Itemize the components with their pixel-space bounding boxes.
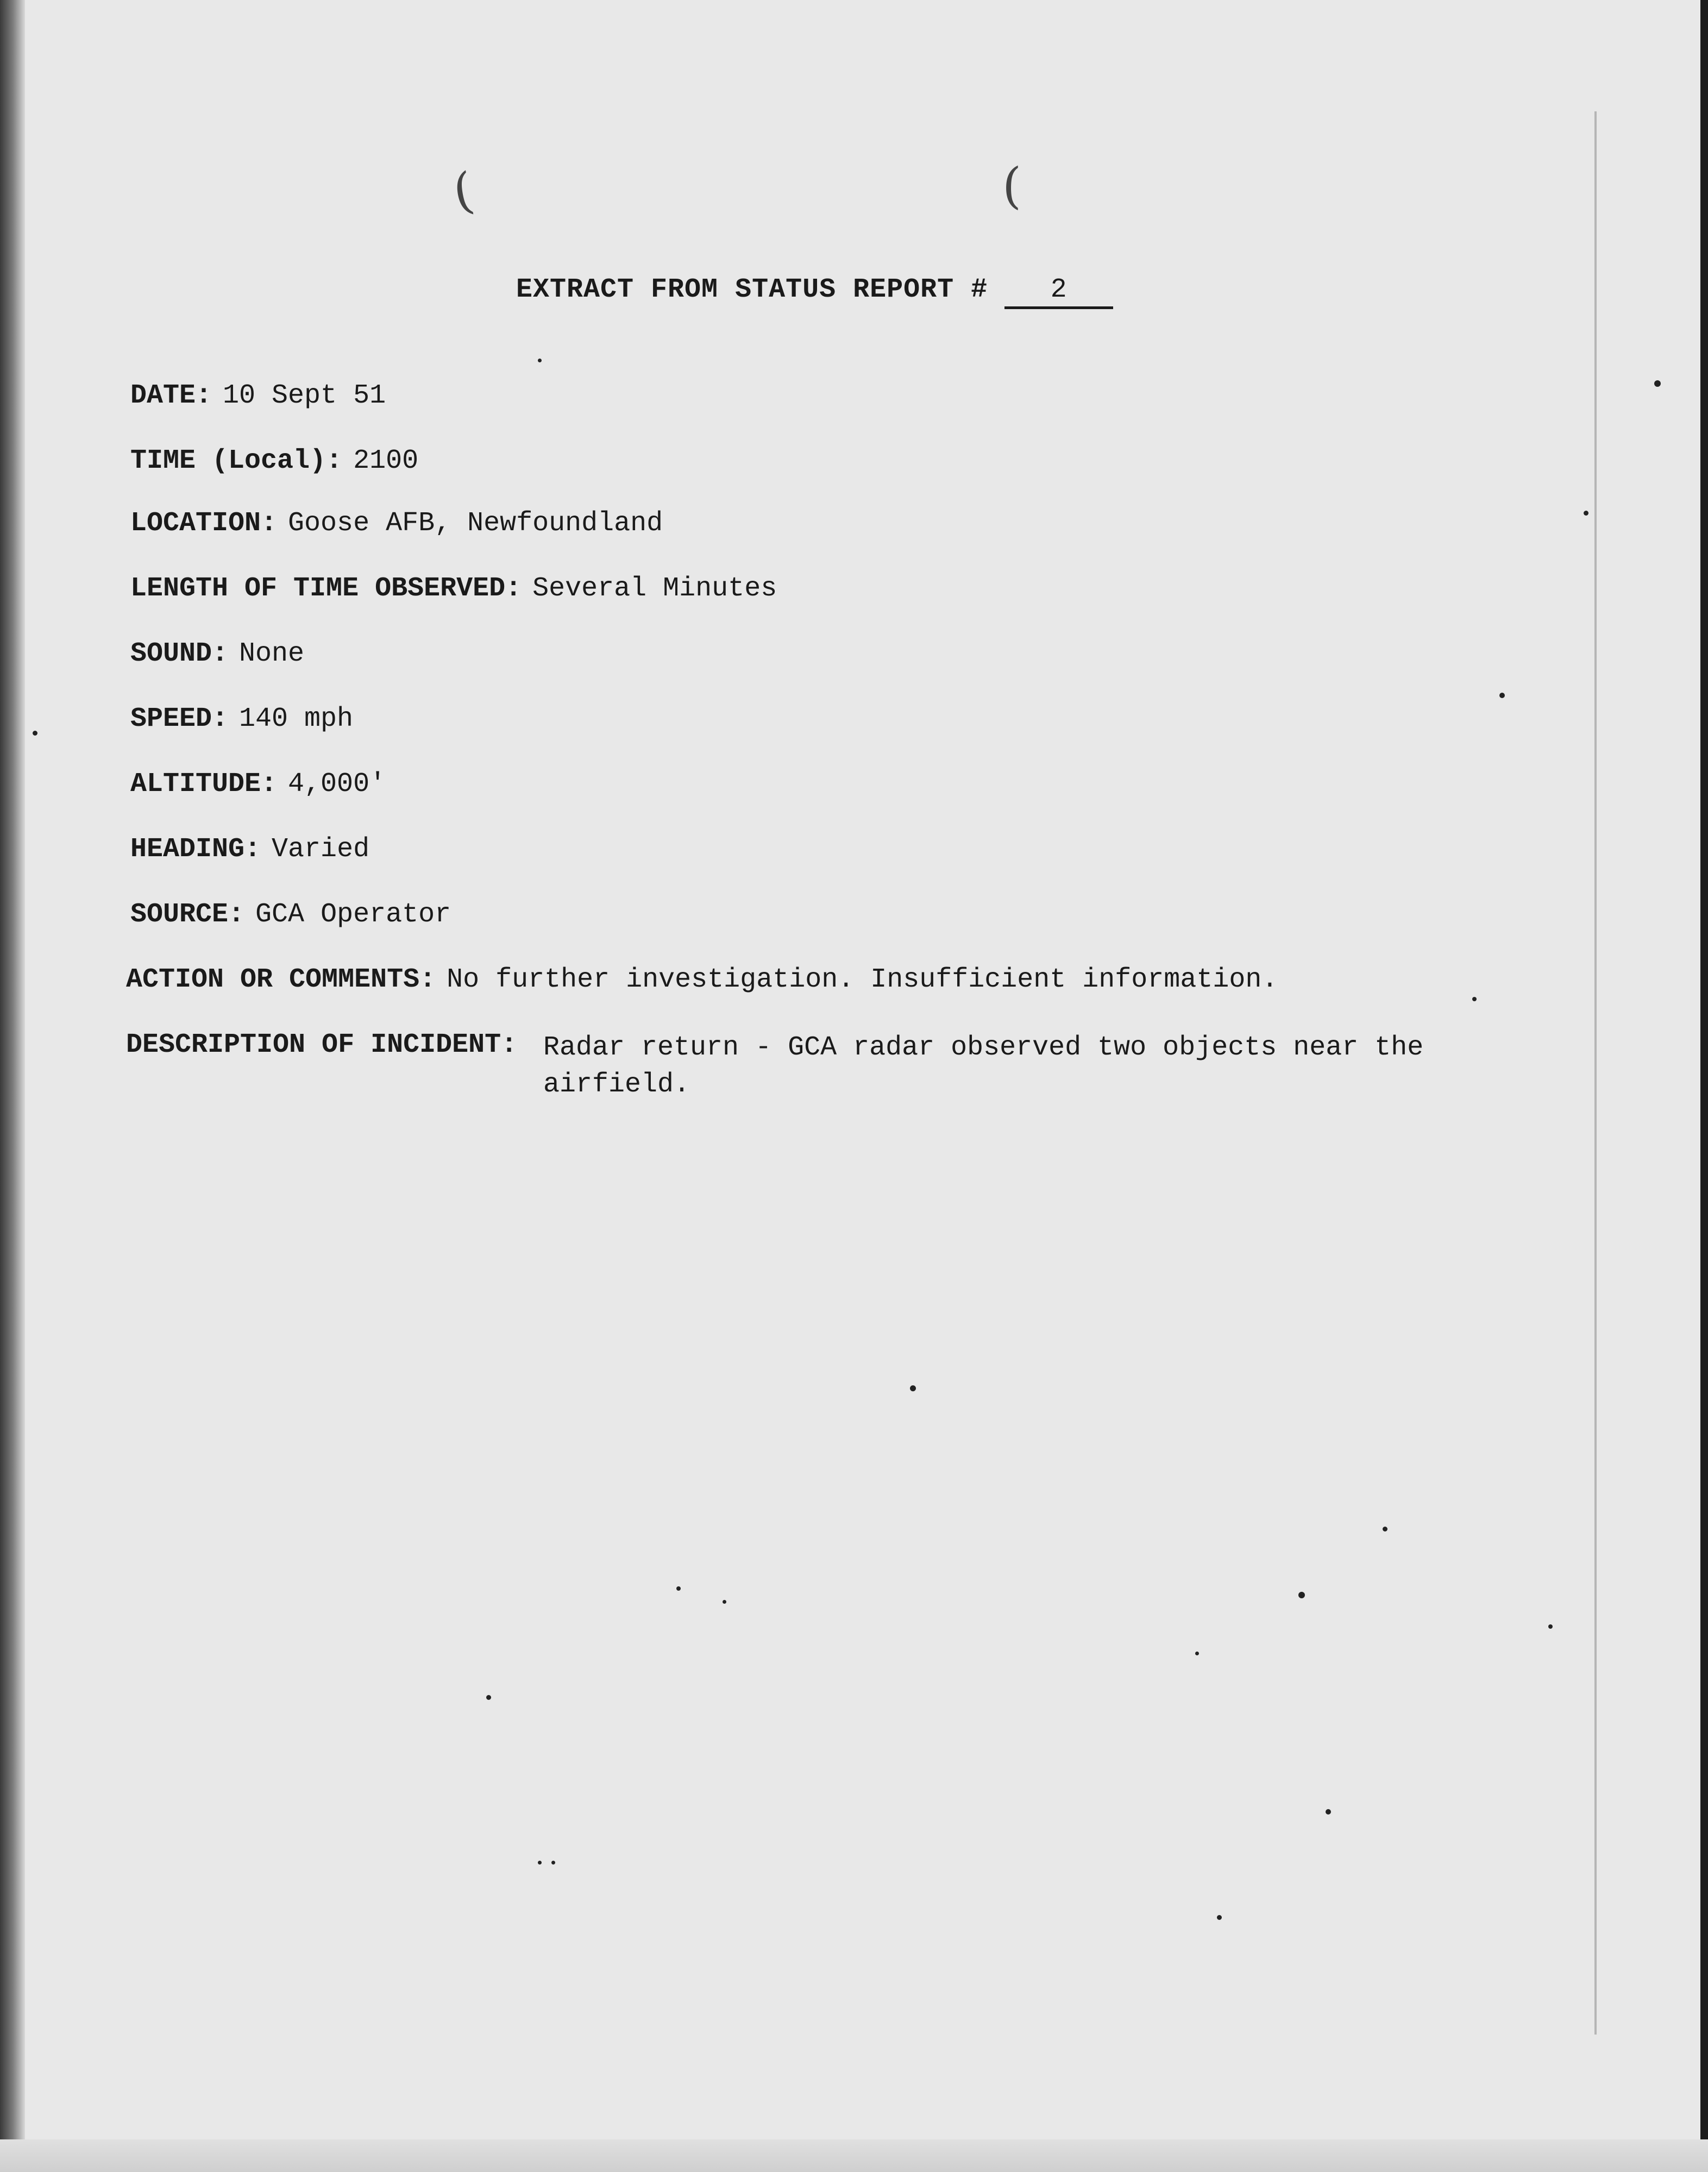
scan-speck (1326, 1809, 1331, 1815)
scan-speck (538, 1861, 542, 1865)
date-value: 10 Sept 51 (223, 380, 386, 411)
location-value: Goose AFB, Newfoundland (288, 508, 663, 539)
report-title-text: EXTRACT FROM STATUS REPORT # (516, 274, 988, 305)
field-time (130, 445, 418, 476)
report-title (516, 274, 1113, 309)
speed-label: SPEED: (130, 704, 229, 735)
scan-right-fold-line (1594, 111, 1597, 2035)
scan-speck (676, 1586, 681, 1591)
binder-hole-mark-right: ( (1002, 158, 1022, 215)
scan-bottom-strip (0, 2139, 1708, 2172)
length-value: Several Minutes (532, 573, 777, 604)
binder-hole-mark-left: ( (449, 161, 478, 222)
heading-label: HEADING: (130, 834, 261, 865)
altitude-label: ALTITUDE: (130, 769, 278, 800)
sound-label: SOUND: (130, 638, 229, 669)
length-label: LENGTH OF TIME OBSERVED: (130, 573, 522, 604)
action-label: ACTION OR COMMENTS: (126, 964, 436, 995)
time-value: 2100 (353, 445, 419, 476)
source-value: GCA Operator (255, 899, 451, 930)
scan-speck (1548, 1624, 1553, 1629)
scan-right-edge (1700, 0, 1708, 2172)
field-action (126, 964, 1278, 995)
action-value: No further investigation. Insufficient information. (447, 964, 1278, 995)
scan-speck (1195, 1652, 1199, 1655)
field-length-of-time (130, 573, 777, 604)
field-location (130, 508, 663, 539)
field-heading (130, 834, 369, 865)
date-label: DATE: (130, 380, 212, 411)
description-value: Radar return - GCA radar observed two objects near the airfield. (543, 1032, 1424, 1100)
scan-speck (1298, 1592, 1305, 1598)
scan-speck (1383, 1527, 1387, 1531)
location-label: LOCATION: (130, 508, 278, 539)
field-altitude (130, 769, 386, 800)
heading-value: Varied (272, 834, 370, 865)
scan-speck (1584, 511, 1588, 516)
scan-speck (33, 731, 37, 736)
sound-value: None (239, 638, 305, 669)
scan-speck (1654, 380, 1661, 387)
scan-left-edge (0, 0, 25, 2172)
time-label: TIME (Local): (130, 445, 343, 476)
source-label: SOURCE: (130, 899, 245, 930)
scan-speck (1217, 1915, 1222, 1920)
field-speed (130, 704, 353, 735)
description-label: DESCRIPTION OF INCIDENT: (126, 1029, 518, 1060)
scan-speck (723, 1600, 726, 1604)
scan-speck (1472, 997, 1477, 1001)
scan-speck (910, 1385, 916, 1391)
report-number: 2 (1004, 274, 1113, 309)
field-date (130, 380, 386, 411)
scan-speck (486, 1695, 491, 1700)
scan-speck (551, 1861, 555, 1865)
altitude-value: 4,000' (288, 769, 386, 800)
scan-speck (538, 359, 542, 362)
speed-value: 140 mph (239, 704, 354, 735)
scan-speck (1499, 693, 1505, 698)
field-sound (130, 638, 304, 669)
field-source (130, 899, 451, 930)
